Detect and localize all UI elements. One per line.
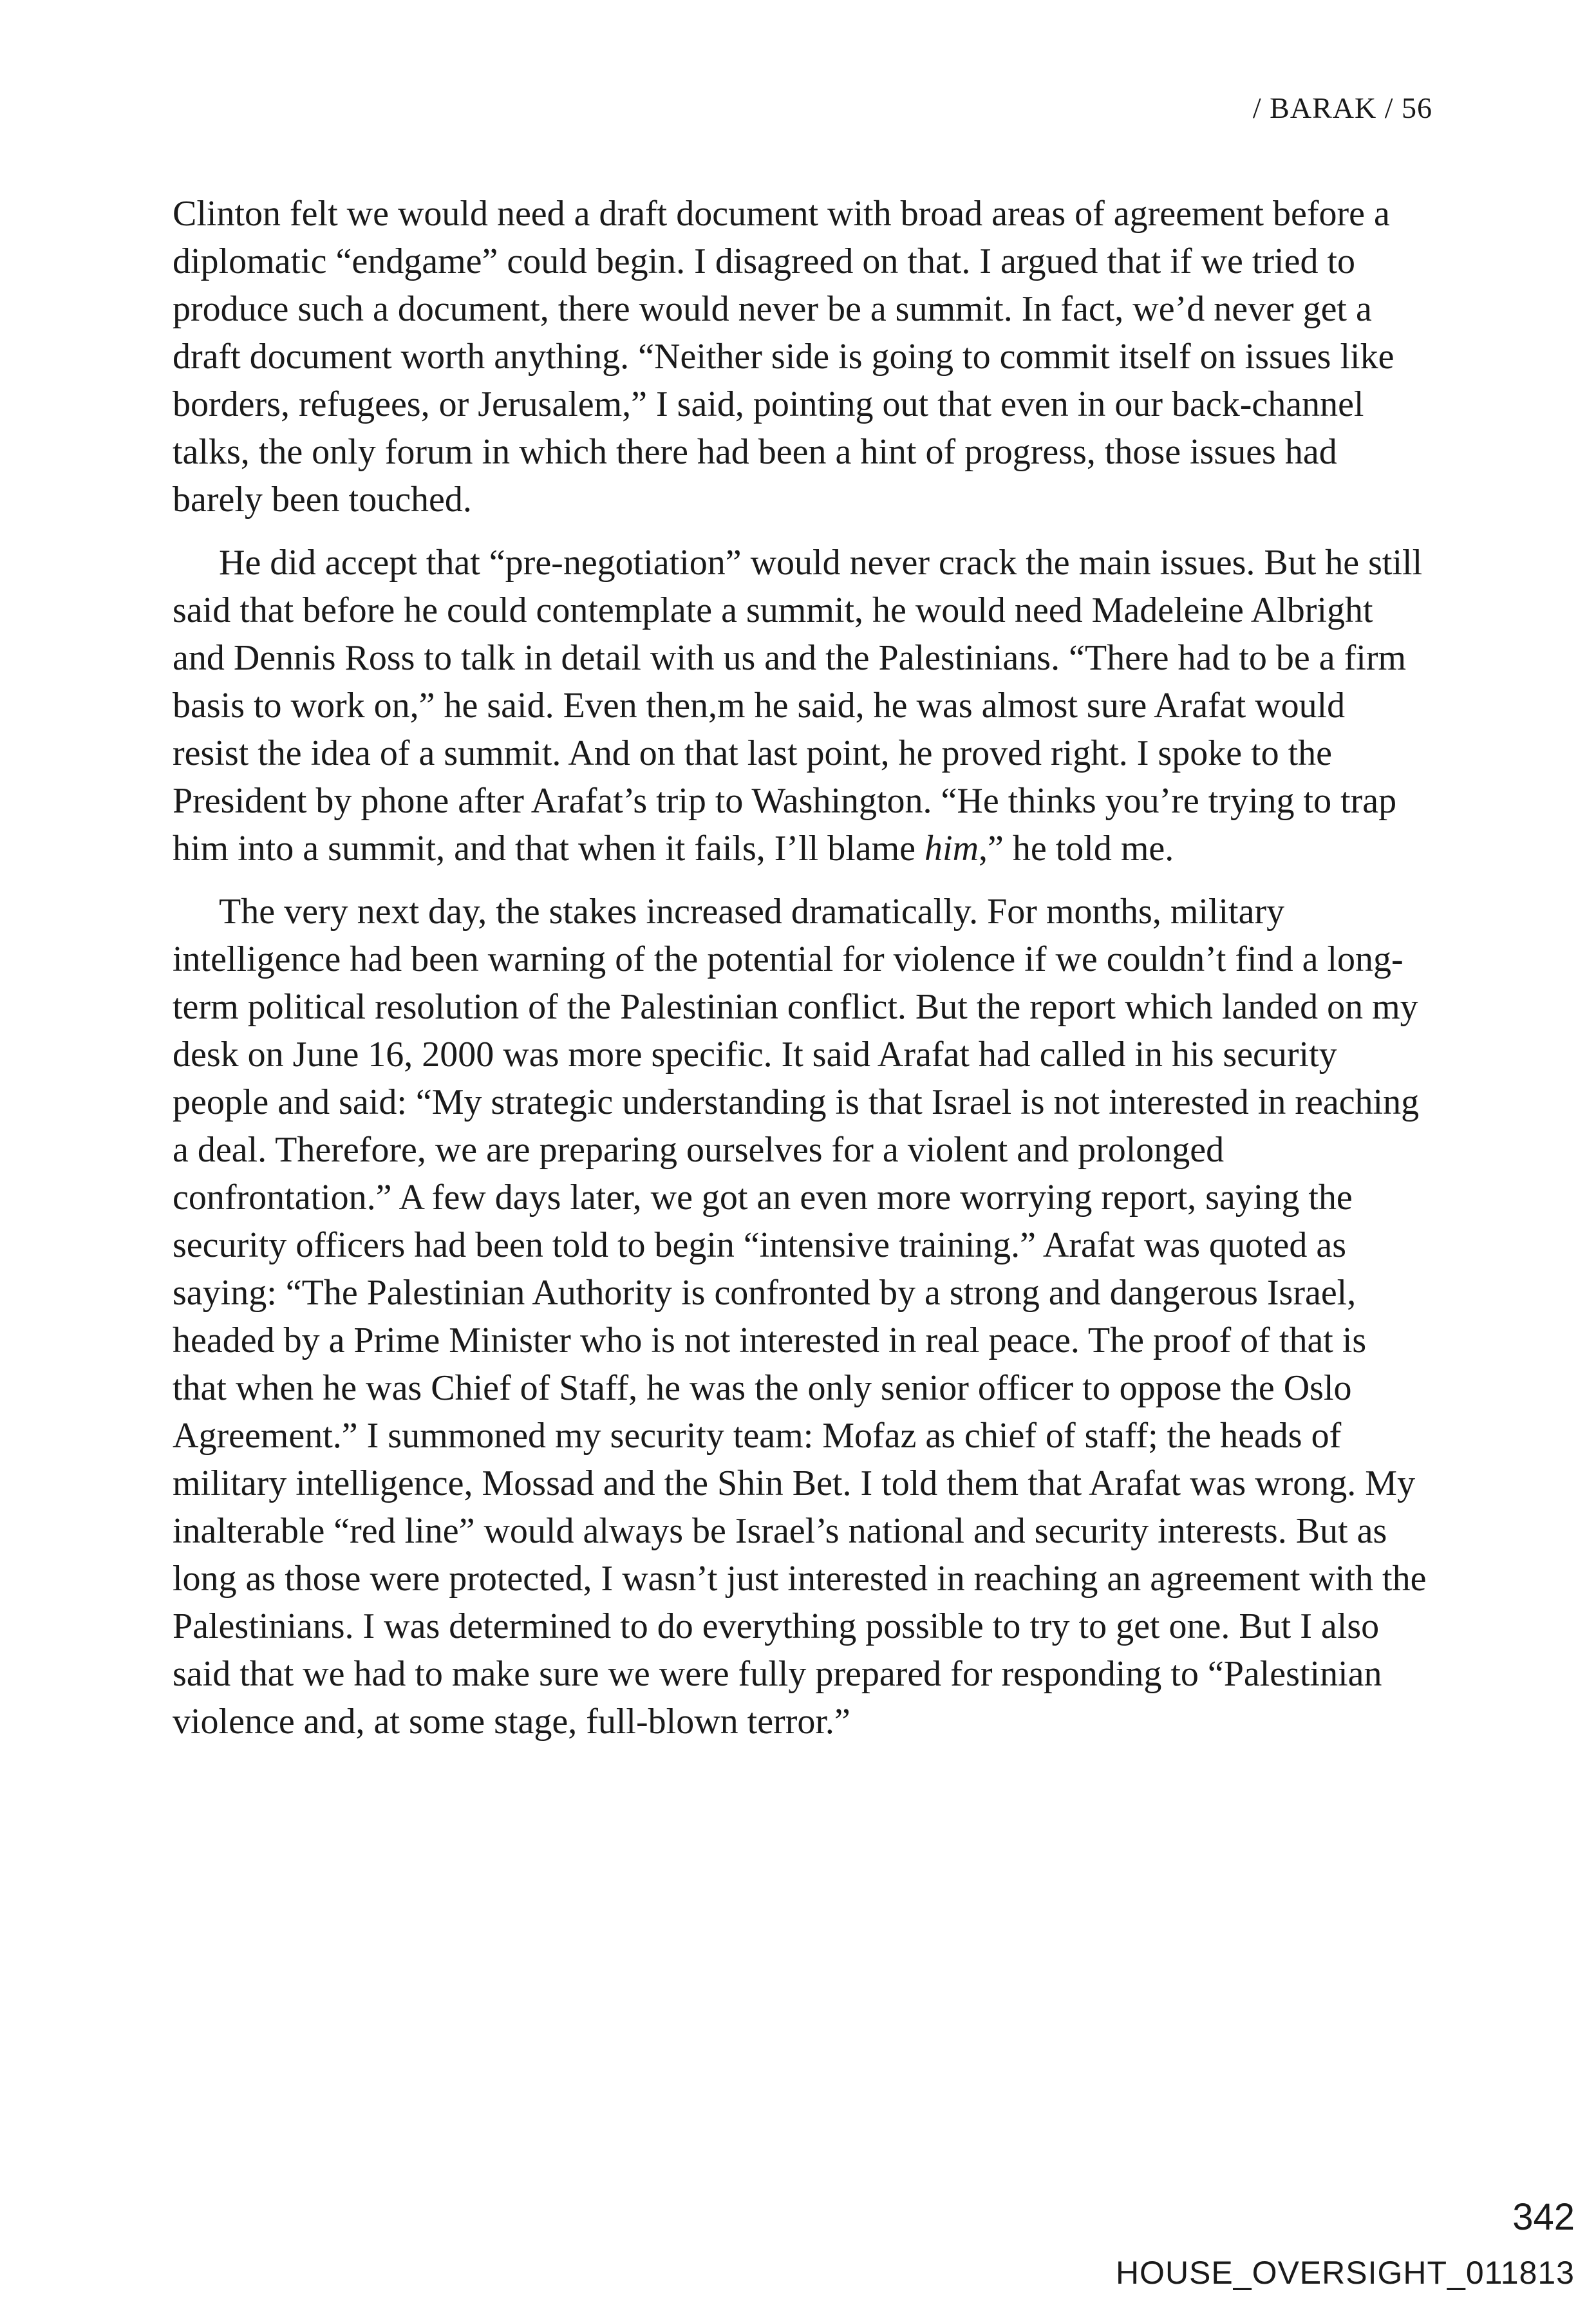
paragraph-2-text-start: He did accept that “pre-negotiation” would never crack the main issues. But he still said that before he could contemplate a summit, he would need Madeleine Albright and Dennis Ross to talk in detail with us and the Palestinians. “There had to be a firm basis to work on,” he said. Even then,m he said, he was almost sure Arafat would resist the idea of a summit. And on that last point, he proved right. I spoke to the President by phone after Arafat’s trip to Washington. “He thinks you’re trying to trap him into a summit, and that when it fails, I’ll blame [173,543,1423,869]
paragraph-2-text-end: ,” he told me. [979,829,1174,869]
running-header: / BARAK / 56 [1252,91,1432,124]
body-text [173,190,1428,1761]
bates-number: HOUSE_OVERSIGHT_011813 [1115,2255,1575,2291]
paragraph-2-italic-word: him [925,829,979,869]
paragraph-1: Clinton felt we would need a draft document with broad areas of agreement before a diplomatic “endgame” could begin. I disagreed on that. I argued that if we tried to produce such a document, there would never be a summit. In fact, we’d never get a draft document worth anything. “Neither side is going to commit itself on issues like borders, refugees, or Jerusalem,” I said, pointing out that even in our back-channel talks, the only forum in which there had been a hint of progress, those issues had barely been touched. [173,194,1394,520]
page-number: 342 [1512,2196,1575,2238]
paragraph-2 [173,539,1428,872]
paragraph-3: The very next day, the stakes increased dramatically. For months, military intelligence had been warning of the potential for violence if we couldn’t find a long-term political resolution of the Palestinian conflict. But the report which landed on my desk on June 16, 2000 was more specific. It said Arafat had called in his security people and said: “My strategic understanding is that Israel is not interested in reaching a deal. Therefore, we are preparing ourselves for a violent and prolonged confrontation.” A few days later, we got an even more worrying report, saying the security officers had been told to begin “intensive training.” Arafat was quoted as saying: “The Palestinian Authority is confronted by a strong and dangerous Israel, headed by a Prime Minister who is not interested in real peace. The proof of that is that when he was Chief of Staff, he was the only senior officer to oppose the Oslo Agreement.” I summoned my security team: Mofaz as chief of staff; the heads of military intelligence, Mossad and the Shin Bet. I told them that Arafat was wrong. My inalterable “red line” would always be Israel’s national and security interests. But as long as those were protected, I wasn’t just interested in reaching an agreement with the Palestinians. I was determined to do everything possible to try to get one. But I also said that we had to make sure we were fully prepared for responding to “Palestinian violence and, at some stage, full-blown terror.” [173,892,1427,1742]
